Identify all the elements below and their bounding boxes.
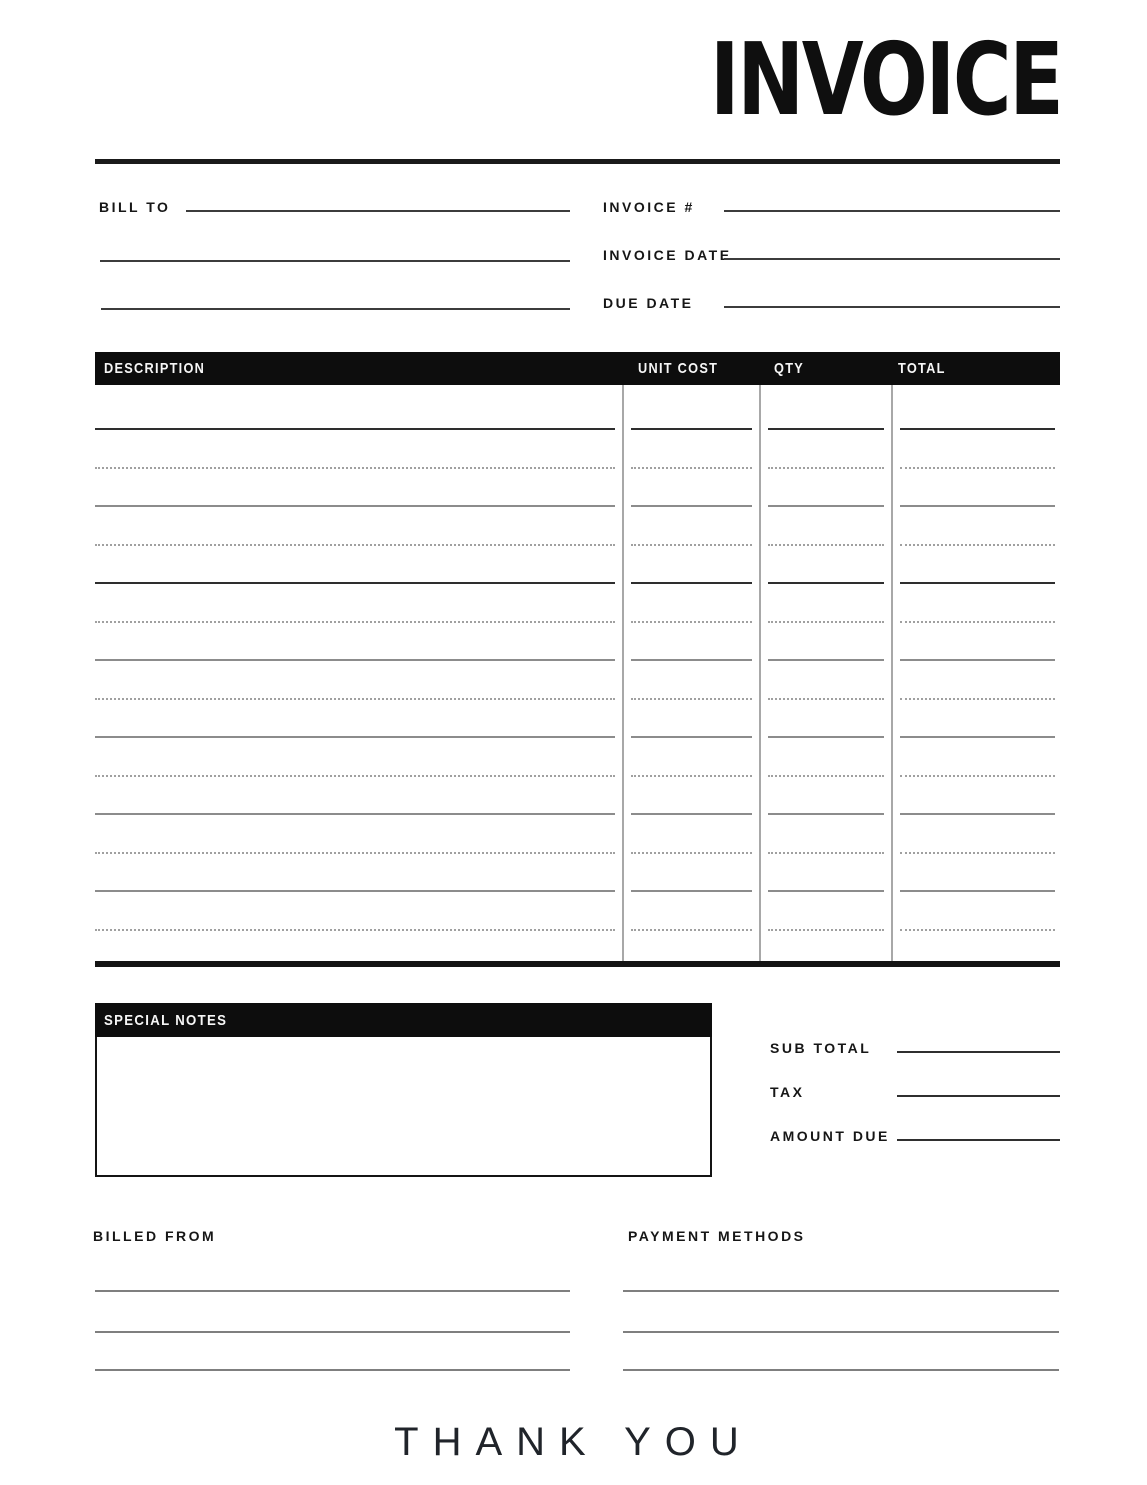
row-line-segment xyxy=(95,775,615,777)
row-line-segment xyxy=(900,544,1055,546)
bill-to-row xyxy=(99,196,570,215)
billed-from-label: BILLED FROM xyxy=(93,1228,217,1244)
row-line-segment xyxy=(95,467,615,469)
payment-methods-line-3[interactable] xyxy=(623,1369,1059,1371)
invoice-date-row xyxy=(603,244,1060,263)
col-header-qty: QTY xyxy=(774,360,805,377)
row-line-segment xyxy=(900,736,1055,738)
row-line-segment xyxy=(900,428,1055,430)
special-notes-header xyxy=(95,1003,712,1037)
row-line-segment xyxy=(95,582,615,584)
bill-to-input-line-2[interactable] xyxy=(100,244,570,262)
header-divider xyxy=(95,159,1060,164)
row-line-segment xyxy=(900,775,1055,777)
amount-due-input-line[interactable] xyxy=(897,1122,1060,1141)
tax-row xyxy=(770,1080,1060,1100)
row-line-segment xyxy=(768,582,884,584)
row-line-segment xyxy=(768,736,884,738)
column-divider-qty xyxy=(759,385,761,961)
row-line-segment xyxy=(768,621,884,623)
row-line-segment xyxy=(768,467,884,469)
row-line-segment xyxy=(768,813,884,815)
thank-you-text: THANK YOU xyxy=(394,1420,753,1464)
row-line-segment xyxy=(900,621,1055,623)
subtotal-label: SUB TOTAL xyxy=(770,1040,872,1056)
due-date-label: DUE DATE xyxy=(603,295,694,311)
column-divider-total xyxy=(891,385,893,961)
row-line-segment xyxy=(631,582,752,584)
row-line-segment xyxy=(95,929,615,931)
row-line-segment xyxy=(95,621,615,623)
row-line-segment xyxy=(768,659,884,661)
row-line-segment xyxy=(768,698,884,700)
row-line-segment xyxy=(631,428,752,430)
row-line-segment xyxy=(631,505,752,507)
bill-to-input-line-1[interactable] xyxy=(186,194,570,212)
tax-input-line[interactable] xyxy=(897,1078,1060,1097)
row-line-segment xyxy=(631,775,752,777)
bill-to-label: BILL TO xyxy=(99,199,171,215)
invoice-date-input-line[interactable] xyxy=(724,242,1060,260)
row-line-segment xyxy=(631,544,752,546)
invoice-number-input-line[interactable] xyxy=(724,194,1060,212)
invoice-date-label: INVOICE DATE xyxy=(603,247,732,263)
payment-methods-label: PAYMENT METHODS xyxy=(628,1228,806,1244)
table-bottom-rule xyxy=(95,961,1060,967)
row-line-segment xyxy=(768,929,884,931)
row-line-segment xyxy=(900,852,1055,854)
row-line-segment xyxy=(768,544,884,546)
row-line-segment xyxy=(95,890,615,892)
row-line-segment xyxy=(631,890,752,892)
page-title: INVOICE xyxy=(709,21,1061,138)
amount-due-row xyxy=(770,1124,1060,1144)
billed-from-line-1[interactable] xyxy=(95,1290,570,1292)
row-line-segment xyxy=(95,505,615,507)
row-line-segment xyxy=(900,505,1055,507)
special-notes-area[interactable] xyxy=(95,1037,712,1177)
subtotal-input-line[interactable] xyxy=(897,1034,1060,1053)
row-line-segment xyxy=(95,544,615,546)
table-body xyxy=(95,385,1060,967)
due-date-input-line[interactable] xyxy=(724,290,1060,308)
billed-from-line-3[interactable] xyxy=(95,1369,570,1371)
row-line-segment xyxy=(95,698,615,700)
row-line-segment xyxy=(631,467,752,469)
row-line-segment xyxy=(631,852,752,854)
row-line-segment xyxy=(900,698,1055,700)
invoice-number-row xyxy=(603,196,1060,215)
row-line-segment xyxy=(95,852,615,854)
row-line-segment xyxy=(768,428,884,430)
row-line-segment xyxy=(631,621,752,623)
table-header xyxy=(95,352,1060,385)
due-date-row xyxy=(603,292,1060,311)
subtotal-row xyxy=(770,1036,1060,1056)
special-notes-label: SPECIAL NOTES xyxy=(104,1011,228,1029)
col-header-unit-cost: UNIT COST xyxy=(638,360,719,377)
row-line-segment xyxy=(900,467,1055,469)
invoice-number-label: INVOICE # xyxy=(603,199,695,215)
tax-label: TAX xyxy=(770,1084,805,1100)
row-line-segment xyxy=(768,505,884,507)
row-line-segment xyxy=(95,736,615,738)
row-line-segment xyxy=(95,428,615,430)
row-line-segment xyxy=(900,890,1055,892)
row-line-segment xyxy=(631,929,752,931)
col-header-description: DESCRIPTION xyxy=(104,360,206,377)
payment-methods-line-2[interactable] xyxy=(623,1331,1059,1333)
row-line-segment xyxy=(900,813,1055,815)
row-line-segment xyxy=(768,852,884,854)
row-line-segment xyxy=(631,659,752,661)
row-line-segment xyxy=(768,775,884,777)
special-notes-section xyxy=(95,1003,712,1177)
row-line-segment xyxy=(900,582,1055,584)
payment-methods-line-1[interactable] xyxy=(623,1290,1059,1292)
row-line-segment xyxy=(900,929,1055,931)
row-line-segment xyxy=(768,890,884,892)
row-line-segment xyxy=(95,659,615,661)
row-line-segment xyxy=(95,813,615,815)
col-header-total: TOTAL xyxy=(898,360,946,377)
column-divider-unit-cost xyxy=(622,385,624,961)
billed-from-line-2[interactable] xyxy=(95,1331,570,1333)
items-table xyxy=(95,352,1060,967)
row-line-segment xyxy=(631,813,752,815)
amount-due-label: AMOUNT DUE xyxy=(770,1128,890,1144)
row-line-segment xyxy=(631,736,752,738)
row-line-segment xyxy=(900,659,1055,661)
bill-to-input-line-3[interactable] xyxy=(101,292,570,310)
row-line-segment xyxy=(631,698,752,700)
